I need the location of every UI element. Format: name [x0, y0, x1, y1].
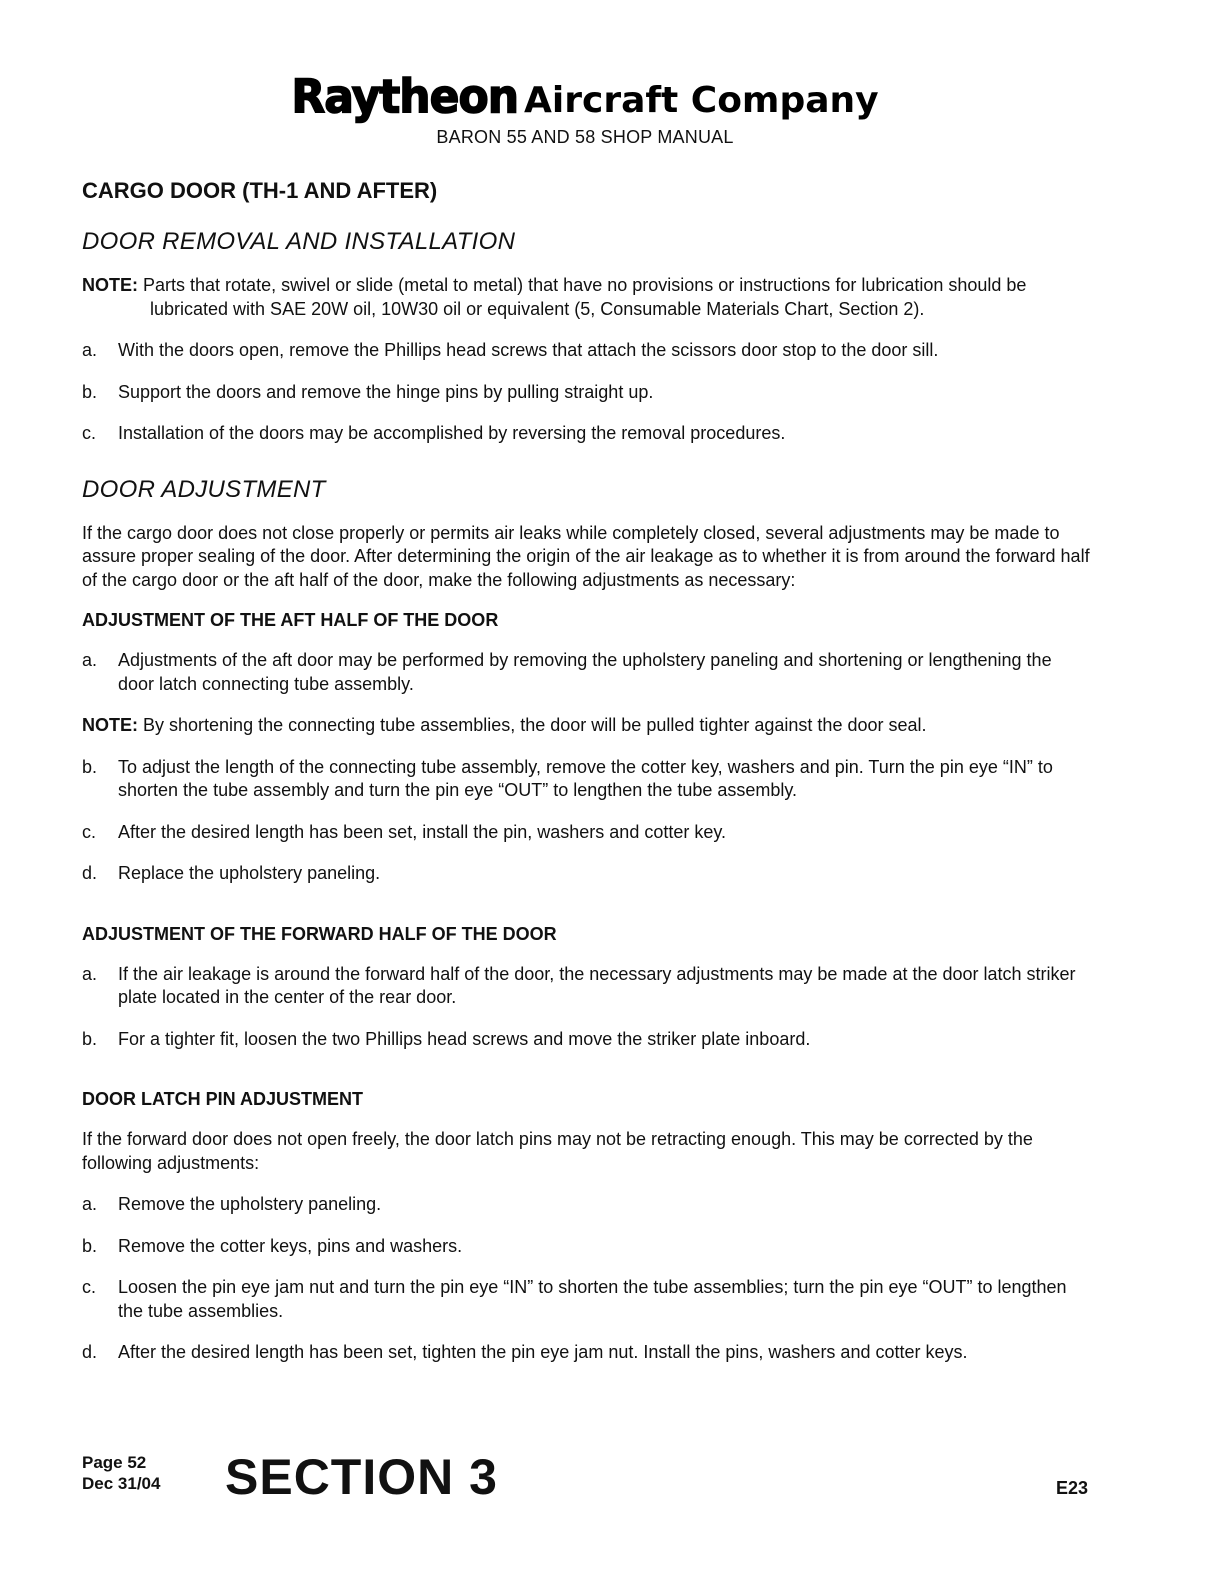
- list-text: Remove the upholstery paneling.: [118, 1194, 382, 1214]
- list-marker: b.: [82, 756, 98, 777]
- list-item: [82, 1193, 1092, 1217]
- list-text: Installation of the doors may be accomplished by reversing the removal procedures.: [118, 423, 786, 443]
- list-item: [82, 381, 1092, 405]
- list-marker: a.: [82, 340, 98, 360]
- list-text: Adjustments of the aft door may be performed by removing the upholstery paneling and shortening or lengthening the door latch connecting tube assembly.: [118, 650, 1052, 694]
- list-text: With the doors open, remove the Phillips head screws that attach the scissors door stop to the door sill.: [118, 340, 939, 360]
- list-marker: c.: [82, 1277, 97, 1297]
- list-marker: a.: [82, 963, 98, 984]
- raytheon-logo: Raytheon: [291, 70, 519, 125]
- list-item: [82, 422, 1092, 446]
- brand-line: [0, 72, 1170, 123]
- list-item: [82, 756, 1092, 803]
- list-item: [82, 339, 1092, 363]
- list-item: [82, 1341, 1092, 1365]
- brand-suffix: Aircraft Company: [524, 80, 879, 121]
- list-item: [82, 1028, 1092, 1052]
- page-info: [82, 1452, 160, 1494]
- list-marker: a.: [82, 650, 98, 670]
- list-marker: a.: [82, 1194, 98, 1214]
- page-number: Page 52: [82, 1453, 147, 1472]
- list-item: [82, 862, 1092, 886]
- list-text: Replace the upholstery paneling.: [118, 863, 381, 883]
- list-marker: b.: [82, 1235, 98, 1256]
- page-content: [82, 178, 1092, 1383]
- removal-heading: DOOR REMOVAL AND INSTALLATION: [82, 228, 516, 255]
- note-text: Parts that rotate, swivel or slide (metal to metal) that have no provisions or instructions for lubrication should be lubricated with SAE 20W oil, 10W30 oil or equivalent (5, Consumable Materials Chart, Section 2).: [143, 275, 1027, 319]
- list-item: [82, 821, 1092, 845]
- list-marker: c.: [82, 821, 97, 842]
- aft-half-heading: ADJUSTMENT OF THE AFT HALF OF THE DOOR: [82, 610, 499, 630]
- list-marker: d.: [82, 863, 98, 883]
- list-marker: d.: [82, 1342, 98, 1362]
- list-text: Loosen the pin eye jam nut and turn the pin eye “IN” to shorten the tube assemblies; turn the pin eye “OUT” to lengthen the tube assemblies.: [118, 1277, 1067, 1321]
- list-text: To adjust the length of the connecting tube assembly, remove the cotter key, washers and pin. Turn the pin eye “IN” to shorten the tube assembly and turn the pin eye “OUT” to lengthen the tube assembly.: [118, 756, 1053, 800]
- list-item: [82, 1235, 1092, 1259]
- list-text: For a tighter fit, loosen the two Phillips head screws and move the striker plate inboard.: [118, 1028, 811, 1049]
- list-text: Support the doors and remove the hinge pins by pulling straight up.: [118, 381, 654, 402]
- page-footer: [82, 1448, 1092, 1508]
- list-text: After the desired length has been set, install the pin, washers and cotter key.: [118, 821, 727, 842]
- note-text: By shortening the connecting tube assemblies, the door will be pulled tighter against the door seal.: [143, 715, 927, 735]
- revision-code: E23: [1055, 1478, 1088, 1498]
- manual-title: BARON 55 AND 58 SHOP MANUAL: [436, 127, 734, 147]
- list-item: [82, 649, 1092, 696]
- list-item: [82, 963, 1092, 1010]
- aft-note: [82, 714, 1092, 738]
- list-marker: b.: [82, 1028, 98, 1049]
- adjustment-heading: DOOR ADJUSTMENT: [82, 475, 326, 503]
- forward-half-heading: ADJUSTMENT OF THE FORWARD HALF OF THE DOOR: [82, 923, 557, 944]
- adjustment-intro: If the cargo door does not close properly or permits air leaks while completely closed, several adjustments may be made to assure proper sealing of the door. After determining the origin of the air leakage as to whether it is from around the forward half of the cargo door or the aft half of the door, make the following adjustments as necessary:: [82, 522, 1090, 590]
- note-label: NOTE:: [82, 715, 138, 735]
- list-item: [82, 1276, 1092, 1323]
- page-date: Dec 31/04: [82, 1474, 161, 1493]
- list-text: Remove the cotter keys, pins and washers.: [118, 1235, 463, 1256]
- note-label: NOTE:: [82, 275, 138, 295]
- page-title: CARGO DOOR (TH-1 AND AFTER): [82, 178, 438, 203]
- section-label: SECTION 3: [225, 1449, 498, 1505]
- list-marker: c.: [82, 423, 97, 443]
- list-marker: b.: [82, 381, 98, 402]
- list-text: After the desired length has been set, tighten the pin eye jam nut. Install the pins, washers and cotter keys.: [118, 1342, 968, 1362]
- latch-pin-heading: DOOR LATCH PIN ADJUSTMENT: [82, 1089, 363, 1109]
- removal-note: [82, 274, 1092, 321]
- latch-pin-intro: If the forward door does not open freely, the door latch pins may not be retracting enough. This may be corrected by the following adjustments:: [82, 1129, 1033, 1173]
- list-text: If the air leakage is around the forward half of the door, the necessary adjustments may be made at the door latch striker plate located in the center of the rear door.: [118, 963, 1076, 1007]
- page-header: [0, 72, 1170, 148]
